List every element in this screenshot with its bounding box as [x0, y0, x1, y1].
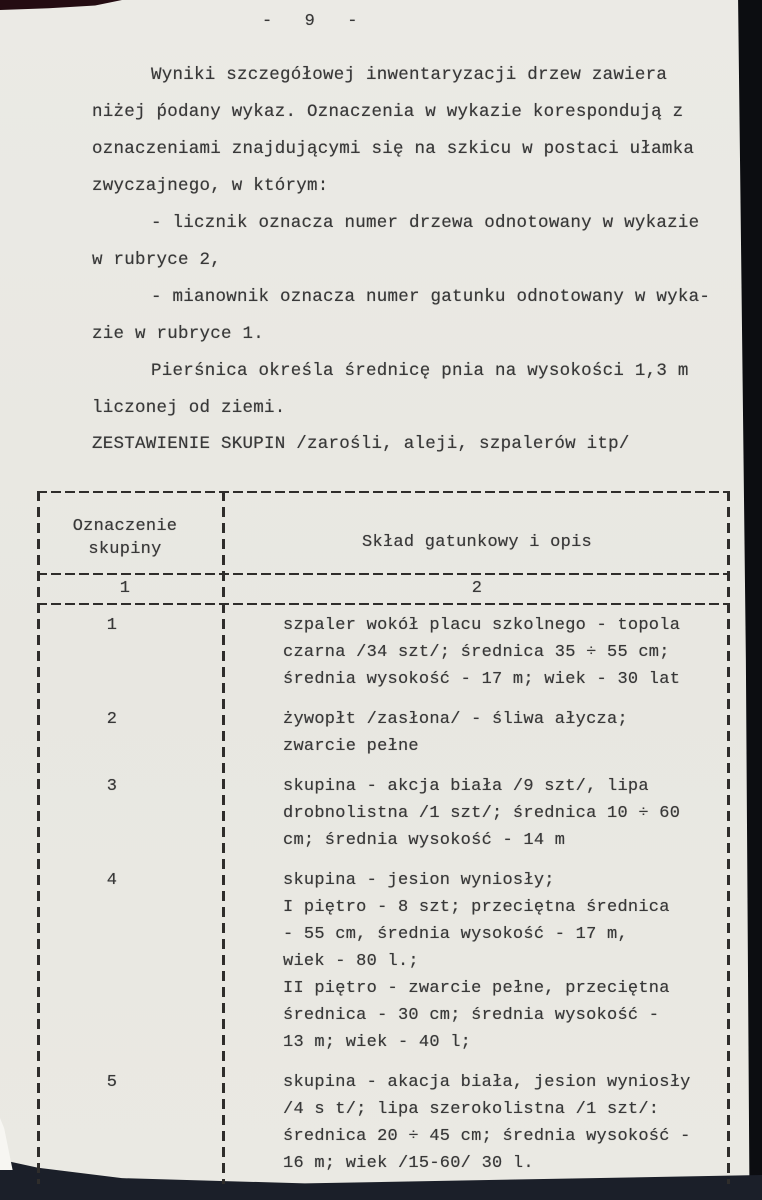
desc-line: 13 m; wiek - 40 l; — [283, 1033, 472, 1052]
text-line: w rubryce 2, — [92, 250, 222, 270]
desc-line: I piętro - 8 szt; przeciętna średnica — [283, 898, 670, 917]
desc-line: cm; średnia wysokość - 14 m — [283, 831, 566, 850]
text-line: Pierśnica określa średnicę pnia na wysokości 1,3 m — [151, 361, 689, 381]
desc-line: drobnolistna /1 szt/; średnica 10 ÷ 60 — [283, 804, 681, 823]
paragraph-piersnica — [92, 353, 717, 427]
table-body — [37, 612, 730, 1177]
scan-edge-right — [736, 0, 762, 1200]
desc-line: żywopłt /zasłona/ - śliwa ałycza; — [283, 710, 628, 729]
text-line: - mianownik oznacza numer gatunku odnotowany w wyka- — [151, 287, 711, 307]
row-number: 1 — [106, 616, 118, 635]
text-line: zie w rubryce 1. — [92, 324, 265, 344]
row-description — [187, 867, 670, 1056]
column-number-1: 1 — [119, 579, 131, 598]
row-description — [187, 1069, 691, 1177]
row-number: 2 — [106, 710, 118, 729]
table-border-top — [37, 491, 730, 493]
desc-line: wiek - 80 l.; — [283, 952, 419, 971]
desc-line: 16 m; wiek /15-60/ 30 l. — [283, 1154, 534, 1173]
desc-line: szpaler wokół placu szkolnego - topola — [283, 616, 681, 635]
row-description — [187, 612, 680, 693]
table-row — [37, 1069, 730, 1177]
desc-line: skupina - akcja biała /9 szt/, lipa — [283, 777, 649, 796]
page-number: - 9 - — [262, 12, 362, 31]
text-line: Wyniki szczegółowej inwentaryzacji drzew zawiera — [151, 65, 668, 85]
table-title: ZESTAWIENIE SKUPIN /zarośli, aleji, szpalerów itp/ — [92, 434, 630, 454]
table-rule-under-header — [37, 573, 730, 575]
text-line: zwyczajnego, w którym: — [92, 176, 329, 196]
paragraph-intro — [92, 57, 717, 205]
text-line: liczonej od ziemi. — [92, 398, 286, 418]
table-row — [37, 867, 730, 1056]
skupiny-table — [37, 491, 730, 1184]
paragraph-mianownik — [92, 279, 717, 353]
table-rule-under-colnums — [37, 603, 730, 605]
row-description — [187, 706, 628, 760]
column-header-sklad-gatunkowy: Skład gatunkowy i opis — [362, 533, 592, 552]
column-number-2: 2 — [471, 579, 483, 598]
paragraph-licznik — [92, 205, 717, 279]
text-line: oznaczeniami znajdującymi się na szkicu w postaci ułamka — [92, 139, 695, 159]
table-row — [37, 773, 730, 854]
desc-line: zwarcie pełne — [283, 737, 419, 756]
table-row — [37, 706, 730, 760]
row-number: 4 — [106, 871, 118, 890]
desc-line: /4 s t/; lipa szerokolistna /1 szt/: — [283, 1100, 660, 1119]
desc-line: średnia wysokość - 17 m; wiek - 30 lat — [283, 670, 681, 689]
table-row — [37, 612, 730, 693]
header-line: Oznaczenie — [72, 517, 178, 536]
desc-line: średnica 20 ÷ 45 cm; średnia wysokość - — [283, 1127, 691, 1146]
row-description — [187, 773, 680, 854]
desc-line: - 55 cm, średnia wysokość - 17 m, — [283, 925, 628, 944]
desc-line: II piętro - zwarcie pełne, przeciętna — [283, 979, 670, 998]
desc-line: skupina - jesion wyniosły; — [283, 871, 555, 890]
header-line: skupiny — [88, 540, 162, 559]
row-number: 3 — [106, 777, 118, 796]
desc-line: skupina - akacja biała, jesion wyniosły — [283, 1073, 691, 1092]
desc-line: średnica - 30 cm; średnia wysokość - — [283, 1006, 660, 1025]
text-line: niżej ṕodany wykaz. Oznaczenia w wykazie korespondują z — [92, 102, 684, 122]
column-header-oznaczenie-skupiny — [37, 515, 213, 561]
row-number: 5 — [106, 1073, 118, 1092]
desc-line: czarna /34 szt/; średnica 35 ÷ 55 cm; — [283, 643, 670, 662]
scan-edge-top — [0, 0, 122, 10]
body-text — [92, 57, 717, 427]
text-line: - licznik oznacza numer drzewa odnotowany w wykazie — [151, 213, 700, 233]
